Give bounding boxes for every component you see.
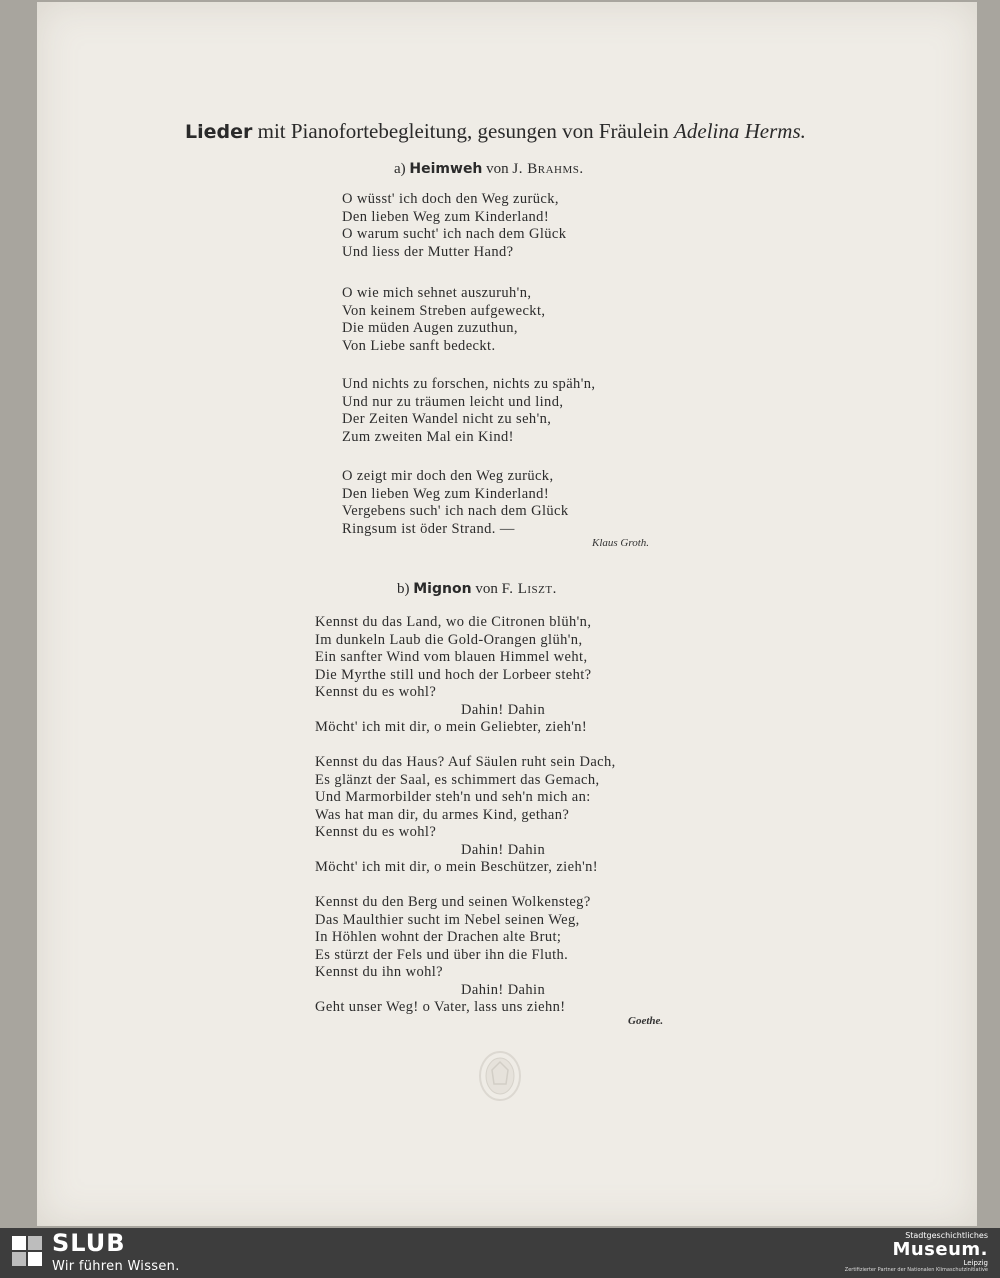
verse-line: O wie mich sehnet auszuruh'n, [342,285,532,301]
verse-line: Ringsum ist öder Strand. — [342,520,515,537]
museum-label-small: Stadtgeschichtliches [905,1231,988,1240]
museum-logo[interactable] [845,1231,988,1274]
verse-line: O warum sucht' ich nach dem Glück [342,226,567,242]
heading-text: mit Pianofortebegleitung, gesungen von Fräulein [257,119,669,143]
heading-lieder: Lieder [185,121,253,143]
verse-line: Von keinem Streben aufgeweckt, [342,302,546,319]
museum-label-big: Museum. [892,1239,988,1260]
song-b-author: Goethe. [628,1015,664,1027]
song-b-von: von [475,581,498,597]
program-heading [185,119,885,144]
verse-line: Kennst du ihn wohl? [315,964,444,980]
verse-line: Und liess der Mutter Hand? [342,243,514,260]
song-b-marker: b) [397,581,410,597]
refrain-line: Dahin! Dahin [461,841,546,858]
verse-line: Was hat man dir, du armes Kind, gethan? [315,806,570,823]
song-a-stanza-1 [342,191,566,261]
song-b-title [397,581,557,598]
museum-certification: Zertifizierter Partner der Nationalen Klimaschutzinitiative [844,1267,988,1273]
verse-line: Der Zeiten Wandel nicht zu seh'n, [342,411,552,427]
museum-city: Leipzig [963,1259,988,1267]
song-a-name: Heimweh [409,161,483,177]
verse-line: Im dunkeln Laub die Gold-Orangen glüh'n, [315,631,583,648]
verse-line: Vergebens such' ich nach dem Glück [342,503,569,519]
verse-line: Die Myrthe still und hoch der Lorbeer steht? [315,666,592,683]
verse-line: Das Maulthier sucht im Nebel seinen Weg, [315,911,580,928]
verse-line: Es stürzt der Fels und über ihn die Fluth. [315,946,569,963]
heading-singer: Adelina Herms. [674,119,806,143]
verse-line: Möcht' ich mit dir, o mein Geliebter, zieh'n! [315,719,588,735]
verse-line: Möcht' ich mit dir, o mein Beschützer, zieh'n! [315,859,598,875]
song-a-von: von [486,161,509,177]
embossed-stamp-icon [478,1050,522,1102]
verse-line: Die müden Augen zuzuthun, [342,320,518,336]
song-b-stanza-2 [315,754,616,877]
verse-line: Kennst du es wohl? [315,684,437,700]
verse-line: Und nur zu träumen leicht und lind, [342,393,564,410]
verse-line: Von Liebe sanft bedeckt. [342,337,496,354]
footer-bar [0,1228,1000,1278]
song-a-stanza-3 [342,376,595,446]
song-a-composer: J. Brahms. [512,161,584,177]
song-a-author: Klaus Groth. [592,537,650,549]
slub-slogan: Wir führen Wissen. [52,1259,180,1274]
verse-line: O zeigt mir doch den Weg zurück, [342,468,554,484]
verse-line: Den lieben Weg zum Kinderland! [342,485,550,502]
verse-line: Es glänzt der Saal, es schimmert das Gemach, [315,771,600,788]
refrain-line: Dahin! Dahin [461,981,546,998]
verse-line: Und nichts zu forschen, nichts zu späh'n, [342,376,596,392]
song-b-stanza-3 [315,894,591,1017]
song-a-title [394,161,584,178]
verse-line: In Höhlen wohnt der Drachen alte Brut; [315,929,562,945]
verse-line: Zum zweiten Mal ein Kind! [342,428,514,445]
verse-line: Kennst du den Berg und seinen Wolkensteg? [315,894,591,910]
verse-line: Und Marmorbilder steh'n und seh'n mich an: [315,789,591,805]
verse-line: O wüsst' ich doch den Weg zurück, [342,191,559,207]
song-a-marker: a) [394,161,406,177]
song-b-composer: F. Liszt. [501,581,557,597]
song-a-stanza-2 [342,285,545,355]
verse-line: Geht unser Weg! o Vater, lass uns ziehn! [315,999,566,1015]
verse-line: Den lieben Weg zum Kinderland! [342,208,550,225]
verse-line: Kennst du es wohl? [315,824,437,840]
slub-wordmark[interactable]: SLUB [52,1229,126,1257]
song-a-stanza-4 [342,468,569,538]
verse-line: Ein sanfter Wind vom blauen Himmel weht, [315,649,588,665]
verse-line: Kennst du das Land, wo die Citronen blüh'n, [315,614,592,630]
song-b-stanza-1 [315,614,592,737]
slub-logo-icon [12,1236,44,1270]
refrain-line: Dahin! Dahin [461,701,546,718]
verse-line: Kennst du das Haus? Auf Säulen ruht sein Dach, [315,754,616,770]
song-b-name: Mignon [413,581,472,597]
